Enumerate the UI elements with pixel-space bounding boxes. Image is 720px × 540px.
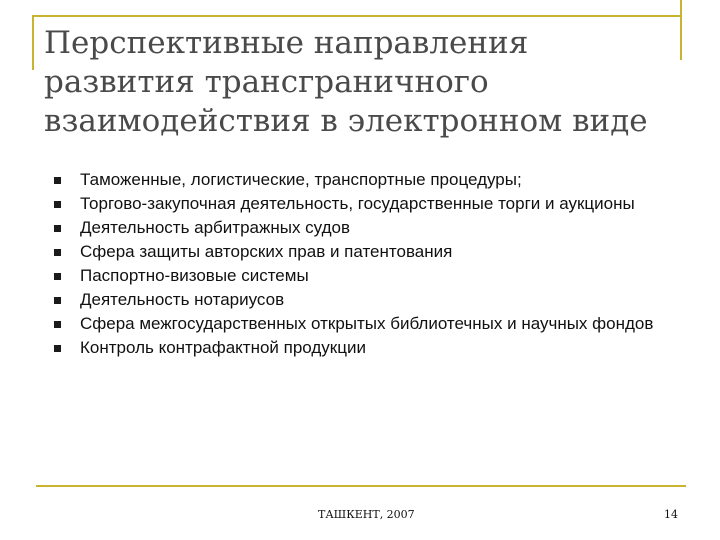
- bullet-item-libraries: [48, 314, 688, 334]
- footer-place: ТАШКЕНТ, 2007: [318, 508, 415, 521]
- bullet-item-procurement: [48, 194, 688, 214]
- square-bullet-icon: [54, 273, 61, 280]
- bullet-text: Таможенные, логистические, транспортные процедуры;: [80, 170, 522, 189]
- square-bullet-icon: [54, 177, 61, 184]
- right-rule: [680, 0, 682, 60]
- square-bullet-icon: [54, 249, 61, 256]
- bullet-item-copyright: [48, 242, 688, 262]
- bullet-item-passport-visa: [48, 266, 688, 286]
- slide-title: Перспективные направления развития трансграничного взаимодействия в электронном виде: [44, 25, 648, 139]
- page-number: 14: [664, 508, 678, 521]
- left-rule: [32, 15, 34, 70]
- bullet-text: Деятельность нотариусов: [80, 290, 285, 309]
- bullet-item-counterfeit: [48, 338, 688, 358]
- bullet-text: Деятельность арбитражных судов: [80, 218, 351, 237]
- bullet-text: Сфера защиты авторских прав и патентования: [80, 242, 453, 261]
- bullet-item-notaries: [48, 290, 688, 310]
- square-bullet-icon: [54, 225, 61, 232]
- square-bullet-icon: [54, 201, 61, 208]
- bullet-text: Контроль контрафактной продукции: [80, 338, 366, 357]
- square-bullet-icon: [54, 297, 61, 304]
- bullet-item-customs: [48, 170, 688, 190]
- bullet-list: [48, 170, 688, 362]
- bullet-text: Торгово-закупочная деятельность, государственные торги и аукционы: [80, 194, 635, 213]
- square-bullet-icon: [54, 321, 61, 328]
- bullet-text: Сфера межгосударственных открытых библиотечных и научных фондов: [80, 314, 654, 333]
- bottom-rule: [36, 485, 686, 487]
- top-rule: [32, 15, 682, 17]
- square-bullet-icon: [54, 345, 61, 352]
- bullet-text: Паспортно-визовые системы: [80, 266, 309, 285]
- bullet-item-arbitration: [48, 218, 688, 238]
